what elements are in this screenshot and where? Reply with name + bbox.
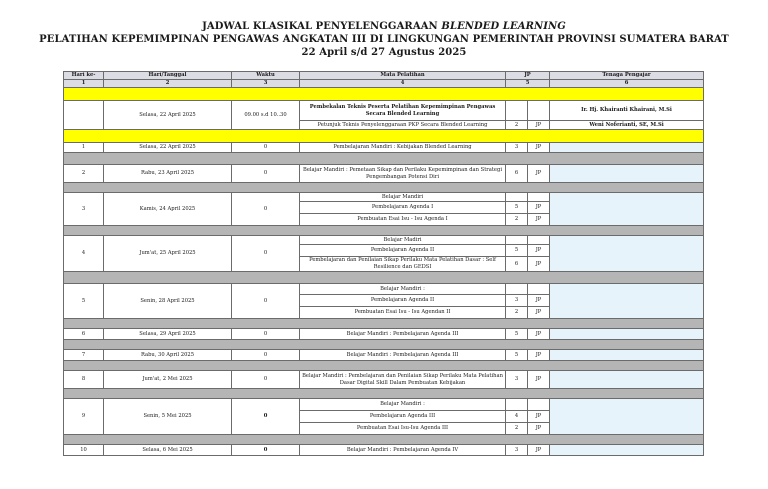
day-number: 8 [64,371,104,389]
column-number: 6 [550,80,704,88]
pembekalan-row [64,101,704,121]
subject-cell: Pembelajaran Agenda III [300,411,506,423]
separator-cell [64,389,704,399]
unit-cell: JP [528,307,550,319]
header-tenaga-pengajar: Tenaga Pengajar [550,72,704,80]
teacher-cell [550,399,704,435]
document-subtitle: PELATIHAN KEPEMIMPINAN PENGAWAS ANGKATAN III DI LINGKUNGAN PEMERINTAH PROVINSI SUMATERA BARAT [39,34,729,45]
column-number: 1 [64,80,104,88]
day-date: Senin, 5 Mei 2025 [104,399,232,435]
jp-cell [506,399,528,411]
column-number-row [64,80,704,88]
unit-cell: JP [528,445,550,456]
day-date: Jum'at, 2 Mei 2025 [104,371,232,389]
pembekalan-subject: Pembekalan Teknis Peserta Pelatihan Kepemimpinan Pengawas Secara Blended Learning [300,101,506,121]
jp-cell [506,101,528,121]
jp-cell [506,236,528,245]
column-number: 2 [104,80,232,88]
jp-cell: 2 [506,423,528,435]
column-number: 3 [232,80,300,88]
unit-cell: JP [528,295,550,307]
teacher-cell [550,236,704,272]
subject-cell: Pembuatan Esai Isu - Isu Agendan II [300,307,506,319]
separator-cell [64,272,704,284]
day-date: Rabu, 30 April 2025 [104,350,232,361]
pembekalan-teacher-2: Weni Noferianti, SE, M.Si [550,121,704,130]
day-row [64,329,704,340]
teacher-cell [550,445,704,456]
subject-cell: Pembelajaran Agenda I [300,202,506,214]
header-hari-tanggal: Hari/Tanggal [104,72,232,80]
subject-cell: Pembuatan Esai Isu - Isu Agenda I [300,214,506,226]
separator-cell [64,88,704,101]
day-number: 3 [64,193,104,226]
day-row [64,350,704,361]
unit-cell: JP [528,371,550,389]
title-italic: BLENDED LEARNING [441,21,566,32]
day-row [64,284,704,295]
header-jp: JP [506,72,550,80]
gray-separator-row [64,319,704,329]
day-date: Selasa, 6 Mei 2025 [104,445,232,456]
header-row [64,72,704,80]
day-number: 10 [64,445,104,456]
unit-cell: JP [528,165,550,183]
yellow-separator-row [64,88,704,101]
unit-cell: JP [528,350,550,361]
title-prefix: JADWAL KLASIKAL PENYELENGGARAAN [202,21,442,32]
separator-cell [64,153,704,165]
gray-separator-row [64,389,704,399]
day-waktu: 0 [232,165,300,183]
day-row [64,193,704,202]
separator-cell [64,361,704,371]
separator-cell [64,130,704,143]
unit-cell: JP [528,257,550,272]
teacher-cell [550,371,704,389]
jp-cell: 2 [506,307,528,319]
jp-cell: 2 [506,214,528,226]
day-number: 1 [64,143,104,153]
jp-cell: 5 [506,350,528,361]
gray-separator-row [64,153,704,165]
subject-cell: Belajar Mandiri [300,193,506,202]
separator-cell [64,340,704,350]
subject-cell: Belajar Mandiri : Pembelajaran Agenda III [300,329,506,340]
document-title [0,21,768,33]
header-mata-pelatihan: Mata Pelatihan [300,72,506,80]
unit-cell: JP [528,245,550,257]
unit-cell [528,399,550,411]
day-date: Senin, 28 April 2025 [104,284,232,319]
day-row [64,371,704,389]
subject-cell: Belajar Mandiri : Pembelajaran dan Penilaian Sikap Perilaku Mata Pelatihan Dasar Digital Skill Dalam Pembuatan Kebijakan [300,371,506,389]
unit-cell [528,101,550,121]
subject-cell: Pembuatan Esai Isu-Isu Agenda III [300,423,506,435]
day-waktu: 0 [232,143,300,153]
day-date: Rabu, 23 April 2025 [104,165,232,183]
unit-cell [528,193,550,202]
subject-cell: Pembelajaran Agenda II [300,245,506,257]
day-row [64,165,704,183]
day-date: Jum'at, 25 April 2025 [104,236,232,272]
jp-cell: 6 [506,165,528,183]
gray-separator-row [64,183,704,193]
subject-cell: Pembelajaran Agenda II [300,295,506,307]
column-number: 5 [506,80,550,88]
day-number: 7 [64,350,104,361]
day-row [64,236,704,245]
unit-cell: JP [528,121,550,130]
header-waktu: Waktu [232,72,300,80]
gray-separator-row [64,361,704,371]
day-number: 9 [64,399,104,435]
unit-cell [528,284,550,295]
day-waktu: 0 [232,371,300,389]
gray-separator-row [64,435,704,445]
jp-cell: 5 [506,329,528,340]
jp-cell: 3 [506,295,528,307]
gray-separator-row [64,340,704,350]
teacher-cell [550,329,704,340]
subject-cell: Belajar Mandiri : Pembelajaran Agenda III [300,350,506,361]
day-number: 2 [64,165,104,183]
unit-cell: JP [528,423,550,435]
pembekalan-subject-2: Petunjuk Teknis Penyelenggaraan PKP Secara Blended Learning [300,121,506,130]
subject-cell: Pembelajaran dan Penilaian Sikap Perilaku Mata Pelatihan Dasar : Self Resilience dan GEDSI [300,257,506,272]
unit-cell: JP [528,202,550,214]
day-date: Selasa, 29 April 2025 [104,329,232,340]
day-row [64,143,704,153]
jp-cell: 5 [506,245,528,257]
jp-cell: 3 [506,371,528,389]
teacher-cell [550,193,704,226]
document-date-range: 22 April s/d 27 Agustus 2025 [301,47,467,58]
separator-cell [64,319,704,329]
pembekalan-date: Selasa, 22 April 2025 [104,101,232,130]
day-waktu: 0 [232,236,300,272]
subject-cell: Belajar Mandiri : Pemetaan Sikap dan Perilaku Kepemimpinan dan Strategi Pengembangan Potensi Diri [300,165,506,183]
yellow-separator-row [64,130,704,143]
day-number: 5 [64,284,104,319]
unit-cell: JP [528,143,550,153]
jp-cell: 5 [506,202,528,214]
subject-cell: Pembelajaran Mandiri : Kebijakan Blended Learning [300,143,506,153]
day-number: 4 [64,236,104,272]
day-waktu: 0 [232,284,300,319]
unit-cell: JP [528,411,550,423]
day-row [64,445,704,456]
separator-cell [64,226,704,236]
jp-cell: 6 [506,257,528,272]
gray-separator-row [64,226,704,236]
subject-cell: Belajar Mandiri : [300,399,506,411]
column-number: 4 [300,80,506,88]
subject-cell: Belajar Mandiri : [300,284,506,295]
subject-cell: Belajar Mandiri : Pembelajaran Agenda IV [300,445,506,456]
pembekalan-no [64,101,104,130]
pembekalan-teacher-1: Ir. Hj. Khairanti Khairani, M.Si [550,101,704,121]
unit-cell: JP [528,329,550,340]
schedule-table [63,71,704,456]
day-date: Kamis, 24 April 2025 [104,193,232,226]
teacher-cell [550,165,704,183]
header-hari-ke: Hari ke- [64,72,104,80]
day-number: 6 [64,329,104,340]
day-waktu: 0 [232,445,300,456]
pembekalan-waktu: 09.00 s.d 10..30 [232,101,300,130]
day-waktu: 0 [232,399,300,435]
day-waktu: 0 [232,350,300,361]
teacher-cell [550,143,704,153]
day-waktu: 0 [232,329,300,340]
jp-cell [506,193,528,202]
day-date: Selasa, 22 April 2025 [104,143,232,153]
jp-cell: 4 [506,411,528,423]
jp-cell: 3 [506,445,528,456]
gray-separator-row [64,272,704,284]
separator-cell [64,435,704,445]
jp-cell: 3 [506,143,528,153]
teacher-cell [550,350,704,361]
unit-cell: JP [528,214,550,226]
teacher-cell [550,284,704,319]
jp-cell [506,284,528,295]
unit-cell [528,236,550,245]
separator-cell [64,183,704,193]
subject-cell: Belajar Madiri [300,236,506,245]
day-waktu: 0 [232,193,300,226]
jp-cell: 2 [506,121,528,130]
day-row [64,399,704,411]
